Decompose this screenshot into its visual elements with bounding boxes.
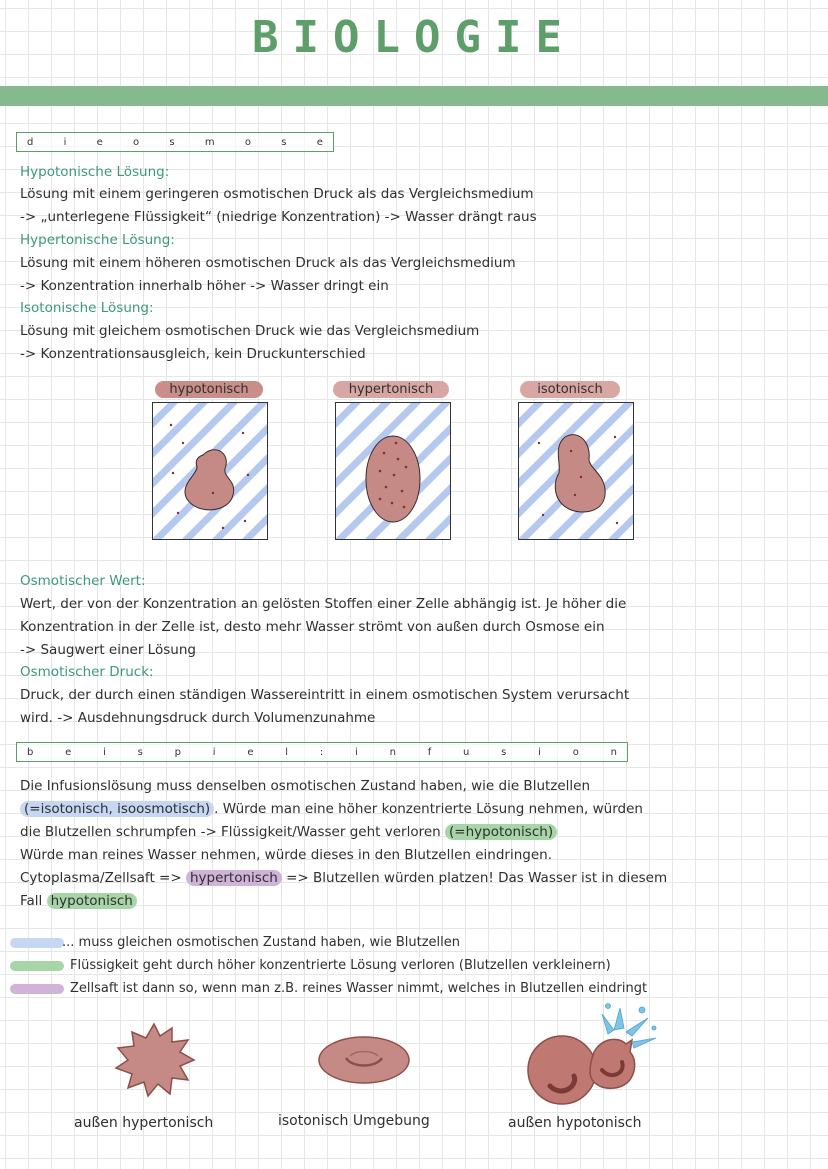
infusion-text-rest: => Blutzellen würden platzen! Das Wasser ist in diesem	[281, 870, 668, 886]
infusion-text-start: Fall	[20, 893, 47, 909]
highlight-hypotonic: hypotonisch	[47, 893, 137, 909]
isotonic-diagram	[519, 403, 633, 539]
hypertonic-text: -> Konzentration innerhalb höher -> Wasser dringt ein	[20, 278, 389, 294]
highlight-hypotonic: (=hypotonisch)	[445, 824, 557, 840]
heading-letter: b	[27, 746, 34, 758]
heading-letter: u	[463, 746, 470, 758]
heading-letter: s	[137, 746, 143, 758]
hypertonic-heading: Hypertonische Lösung:	[20, 232, 175, 248]
heading-letter: o	[133, 136, 140, 148]
shrunken-blood-cell-icon	[112, 1020, 196, 1100]
infusion-text-start: Cytoplasma/Zellsaft =>	[20, 870, 186, 886]
heading-letter: i	[355, 746, 358, 758]
heading-letter: s	[501, 746, 507, 758]
infusion-text	[20, 799, 643, 819]
legend-text: Flüssigkeit geht durch höher konzentrierte Lösung verloren (Blutzellen verkleinern)	[70, 958, 611, 973]
heading-letter: f	[427, 746, 432, 758]
heading-letter: n	[389, 746, 396, 758]
heading-letter: s	[169, 136, 175, 148]
heading-letter: i	[212, 746, 216, 758]
infusion-text	[20, 822, 557, 842]
bursting-blood-cell-icon	[522, 1000, 662, 1110]
heading-letter: m	[204, 136, 215, 148]
heading-letter: e	[65, 746, 72, 758]
highlight-isotonic: (=isotonisch, isoosmotisch)	[20, 801, 214, 817]
highlight-hypertonic: hypertonisch	[186, 870, 282, 886]
legend-text: Zellsaft ist dann so, wenn man z.B. reines Wasser nimmt, welches in Blutzellen eindringt	[70, 981, 648, 996]
heading-letter: e	[96, 136, 103, 148]
panel-isotonic	[518, 402, 634, 540]
panel-hypotonic	[152, 402, 268, 540]
osmotic-pressure-heading: Osmotischer Druck:	[20, 664, 154, 680]
infusion-text-start: die Blutzellen schrumpfen -> Flüssigkeit/Wasser geht verloren	[20, 824, 445, 840]
osmotic-pressure-text: Druck, der durch einen ständigen Wassereintritt in einem osmotischen System verursacht	[20, 687, 630, 703]
title-band	[0, 86, 828, 106]
panel-hypertonic	[335, 402, 451, 540]
heading-letter: l	[285, 746, 289, 758]
legend-swatch-green	[10, 961, 64, 971]
heading-letter: o	[244, 136, 252, 148]
hypotonic-text: -> „unterlegene Flüssigkeit“ (niedrige Konzentration) -> Wasser drängt raus	[20, 209, 537, 225]
osmotic-value-text: -> Saugwert einer Lösung	[20, 642, 196, 658]
isotonic-text: Lösung mit gleichem osmotischen Druck wie das Vergleichsmedium	[20, 323, 480, 339]
legend-text: ... muss gleichen osmotischen Zustand haben, wie Blutzellen	[62, 935, 461, 950]
heading-letter: :	[319, 746, 324, 758]
hypotonic-diagram	[153, 403, 267, 539]
legend-swatch-blue	[10, 938, 64, 948]
infusion-text	[20, 868, 667, 888]
normal-blood-cell-icon	[316, 1034, 412, 1086]
panel-label-isotonic: isotonisch	[520, 381, 620, 398]
hypotonic-text: Lösung mit einem geringeren osmotischen Druck als das Vergleichsmedium	[20, 186, 534, 202]
isotonic-heading: Isotonische Lösung:	[20, 300, 154, 316]
heading-letter: i	[538, 746, 541, 758]
infusion-text: Die Infusionslösung muss denselben osmotischen Zustand haben, wie die Blutzellen	[20, 778, 591, 794]
hypertonic-diagram	[336, 403, 450, 539]
osmotic-value-text: Konzentration in der Zelle ist, desto mehr Wasser strömt von außen durch Osmose ein	[20, 619, 605, 635]
osmotic-value-heading: Osmotischer Wert:	[20, 573, 146, 589]
hypertonic-text: Lösung mit einem höheren osmotischen Druck als das Vergleichsmedium	[20, 255, 516, 271]
infusion-text-rest: . Würde man eine höher konzentrierte Lösung nehmen, würden	[214, 801, 643, 817]
section-heading-infusion	[16, 742, 628, 762]
osmotic-value-text: Wert, der von der Konzentration an gelösten Stoffen einer Zelle abhängig ist. Je höher die	[20, 596, 627, 612]
page-title: BIOLOGIE	[252, 12, 576, 63]
infusion-text	[20, 891, 137, 911]
hypotonic-heading: Hypotonische Lösung:	[20, 164, 170, 180]
heading-letter: e	[316, 136, 323, 148]
heading-letter: s	[281, 136, 287, 148]
isotonic-text: -> Konzentrationsausgleich, kein Druckunterschied	[20, 346, 366, 362]
heading-letter: d	[27, 136, 34, 148]
caption-isotonic-environment: isotonisch Umgebung	[278, 1113, 430, 1129]
caption-outside-hypertonic: außen hypertonisch	[74, 1115, 214, 1131]
heading-letter: n	[610, 746, 617, 758]
infusion-text: Würde man reines Wasser nehmen, würde dieses in den Blutzellen eindringen.	[20, 847, 553, 863]
heading-letter: i	[63, 136, 67, 148]
heading-letter: i	[103, 746, 106, 758]
heading-letter: o	[572, 746, 579, 758]
heading-letter: e	[247, 746, 254, 758]
section-heading-osmose	[16, 132, 334, 152]
heading-letter: p	[174, 746, 181, 758]
legend-swatch-purple	[10, 984, 64, 994]
osmotic-pressure-text: wird. -> Ausdehnungsdruck durch Volumenzunahme	[20, 710, 376, 726]
caption-outside-hypotonic: außen hypotonisch	[508, 1115, 642, 1131]
panel-label-hypertonic: hypertonisch	[333, 381, 449, 398]
panel-label-hypotonic: hypotonisch	[155, 381, 263, 398]
